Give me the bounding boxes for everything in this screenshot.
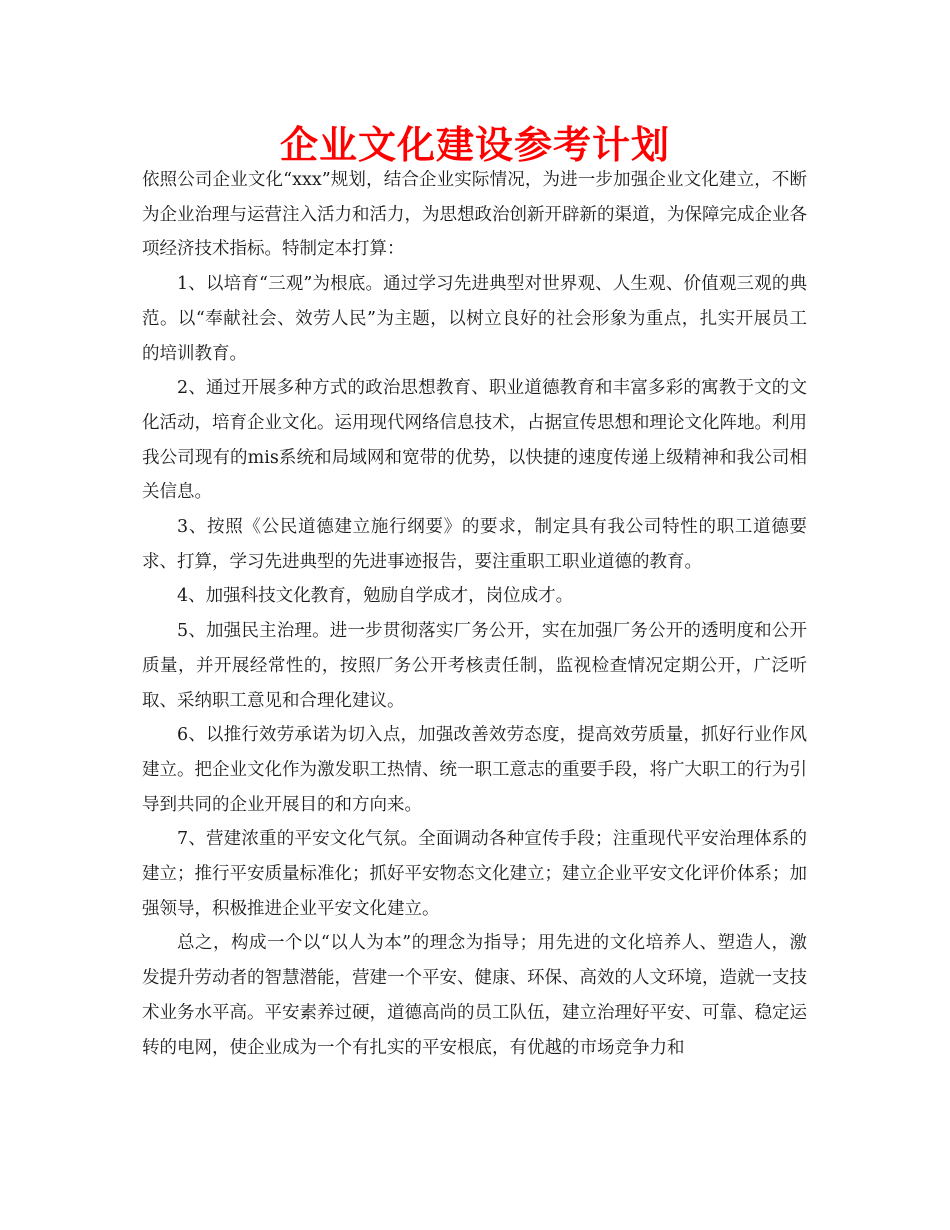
paragraph-item-7: 7、营建浓重的平安文化气氛。全面调动各种宣传手段；注重现代平安治理体系的建立；推行平安质量标准化；抓好平安物态文化建立；建立企业平安文化评价体系；加强领导，积极推进企业平安文化建立。 [142,829,807,919]
paragraph-item-2: 2、通过开展多种方式的政治思想教育、职业道德教育和丰富多彩的寓教于文的文化活动，培育企业文化。运用现代网络信息技术，占据宣传思想和理论文化阵地。利用我公司现有的mis系统和局域网和宽带的优势，以快捷的速度传递上级精神和我公司相关信息。 [142,378,807,503]
document-body [142,163,807,1065]
paragraph-item-6: 6、以推行效劳承诺为切入点，加强改善效劳态度，提高效劳质量，抓好行业作风建立。把企业文化作为激发职工热情、统一职工意志的重要手段，将广大职工的行为引导到共同的企业开展目的和方向来。 [142,725,807,815]
paragraph-item-4: 4、加强科技文化教育，勉励自学成才，岗位成才。 [177,586,574,607]
paragraph-item-1: 1、以培育“三观”为根底。通过学习先进典型对世界观、人生观、价值观三观的典范。以“奉献社会、效劳人民”为主题，以树立良好的社会形象为重点，扎实开展员工的培训教育。 [142,274,807,364]
summary-paragraph: 总之，构成一个以“以人为本”的理念为指导；用先进的文化培养人、塑造人，激发提升劳动者的智慧潜能，营建一个平安、健康、环保、高效的人文环境，造就一支技术业务水平高。平安素养过硬，道德高尚的员工队伍，建立治理好平安、可靠、稳定运转的电网，使企业成为一个有扎实的平安根底，有优越的市场竞争力和 [142,933,807,1058]
paragraph-item-3: 3、按照《公民道德建立施行纲要》的要求，制定具有我公司特性的职工道德要求、打算，学习先进典型的先进事迹报告，要注重职工职业道德的教育。 [142,517,807,572]
intro-paragraph: 依照公司企业文化“xxx”规划，结合企业实际情况，为进一步加强企业文化建立，不断为企业治理与运营注入活力和活力，为思想政治创新开辟新的渠道，为保障完成企业各项经济技术指标。特制定本打算： [142,170,807,260]
document-title: 企业文化建设参考计划 [279,123,670,167]
paragraph-item-5: 5、加强民主治理。进一步贯彻落实厂务公开，实在加强厂务公开的透明度和公开质量，并开展经常性的，按照厂务公开考核责任制，监视检查情况定期公开，广泛听取、采纳职工意见和合理化建议。 [142,621,807,711]
